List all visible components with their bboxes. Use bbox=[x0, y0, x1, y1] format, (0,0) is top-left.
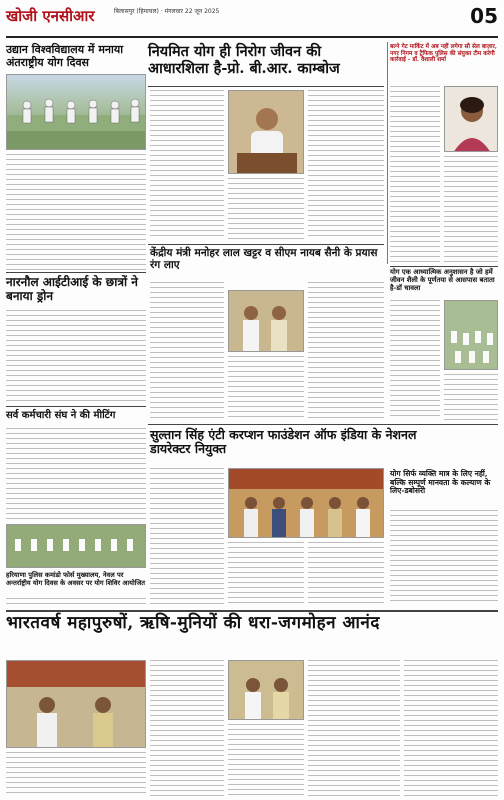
headline-sidebar-top: बल्ने गेट मार्किट में अब नहीं लगेगा सौ सेल बाज़ार, नगर निगम व ट्रैफिक पुलिस की संयुक्त टीम करेगी कार्रवाई - डॉ. वैशाली शर्मा bbox=[390, 44, 497, 64]
award-ceremony-illustration bbox=[229, 469, 384, 538]
body-bottom-col4 bbox=[404, 660, 498, 796]
body-sultan-col1 bbox=[150, 468, 224, 604]
minister-group-illustration bbox=[229, 291, 304, 352]
body-employees bbox=[6, 428, 146, 520]
body-main-col1 bbox=[150, 90, 224, 240]
felicitation-illustration bbox=[229, 661, 304, 720]
body-main-col3 bbox=[308, 90, 384, 240]
body-bottom-col2 bbox=[228, 724, 304, 796]
body-yoga-university bbox=[6, 154, 146, 270]
rule-main bbox=[148, 86, 384, 87]
masthead-title: खोजी एनसीआर bbox=[6, 7, 95, 25]
body-police bbox=[6, 598, 146, 608]
speaker-illustration bbox=[229, 91, 304, 174]
event-illustration bbox=[7, 661, 146, 748]
photo-minister bbox=[228, 290, 304, 352]
photo-bottom-left bbox=[6, 660, 146, 748]
body-yoga-right bbox=[390, 510, 498, 604]
yoga-field-illustration bbox=[445, 301, 498, 370]
page-number: 05 bbox=[470, 4, 498, 28]
photo-sidebar-portrait bbox=[444, 86, 498, 152]
headline-iti: नारनौल आईटीआई के छात्रों ने बनाया ड्रोन bbox=[6, 275, 138, 303]
portrait-illustration bbox=[445, 87, 498, 152]
masthead-meta: बिलासपुर (हिमाचल) · मंगलवार 22 जून 2025 bbox=[114, 8, 220, 15]
body-bottom-col0 bbox=[6, 752, 146, 796]
photo-sultan bbox=[228, 468, 384, 538]
body-yoga-discipline-col1 bbox=[390, 300, 440, 420]
body-minister-col1 bbox=[150, 282, 224, 420]
yoga-group-illustration bbox=[7, 75, 146, 150]
headline-central-minister: केंद्रीय मंत्री मनोहर लाल खट्टर व सीएम नायब सैनी के प्रयास रंग लाए bbox=[150, 247, 378, 272]
headline-sultan: सुल्तान सिंह एंटी करप्शन फाउंडेशन ऑफ इंडिया के नेशनल डायरेक्टर नियुक्त bbox=[150, 427, 417, 457]
body-iti bbox=[6, 310, 146, 404]
rule-minister bbox=[148, 244, 384, 245]
photo-police-yoga bbox=[6, 524, 146, 568]
body-bottom-col3 bbox=[308, 660, 400, 796]
photo-yoga-discipline bbox=[444, 300, 498, 370]
rule-yoga-discipline bbox=[390, 266, 498, 267]
body-bottom-col1 bbox=[150, 660, 224, 796]
headline-police: हरियाणा पुलिस कमांडो फोर्स मुख्यालय, नेवल पर अन्तर्राष्ट्रीय योग दिवस के अवसर पर योग शिविर आयोजित bbox=[6, 571, 146, 587]
body-sidebar-col1 bbox=[390, 86, 440, 262]
photo-bottom-center bbox=[228, 660, 304, 720]
body-yoga-discipline-col2 bbox=[444, 374, 498, 420]
body-minister-col2 bbox=[228, 356, 304, 420]
headline-employees: सर्व कर्मचारी संघ ने की मीटिंग bbox=[6, 410, 116, 421]
column-divider-right bbox=[387, 42, 388, 264]
body-sultan-col3 bbox=[308, 542, 384, 604]
police-yoga-illustration bbox=[7, 525, 146, 568]
body-minister-col3 bbox=[308, 282, 384, 420]
headline-yoga-discipline: योग एक आध्यात्मिक अनुशासन है जो हमें जीवन शैली के पूर्णतया से आसपास बताता है-डॉ चावला bbox=[390, 268, 495, 292]
headline-bottom: भारतवर्ष महापुरुषों, ऋषि-मुनियों की धरा-जगमोहन आनंद bbox=[6, 613, 380, 633]
rule-employees bbox=[6, 406, 146, 407]
photo-main-lead bbox=[228, 90, 304, 174]
rule-bottom bbox=[6, 610, 498, 612]
body-sultan-col2 bbox=[228, 542, 304, 604]
photo-yoga-university bbox=[6, 74, 146, 150]
headline-yoga-right: योग सिर्फ व्यक्ति मात्र के लिए नहीं, बल्कि सम्पूर्ण मानवता के कल्याण के लिए-डबोसरी bbox=[390, 469, 491, 496]
body-main-col2 bbox=[228, 178, 304, 240]
rule-sultan bbox=[148, 424, 498, 425]
headline-main-lead: नियमित योग ही निरोग जीवन की आधारशिला है-प्रो. बी.आर. काम्बोज bbox=[148, 43, 340, 77]
rule-iti bbox=[6, 272, 146, 273]
headline-yoga-university: उद्यान विश्वविद्यालय में मनाया अंतराष्ट्रीय योग दिवस bbox=[6, 43, 124, 69]
body-sidebar-col2 bbox=[444, 156, 498, 262]
masthead bbox=[6, 4, 498, 38]
